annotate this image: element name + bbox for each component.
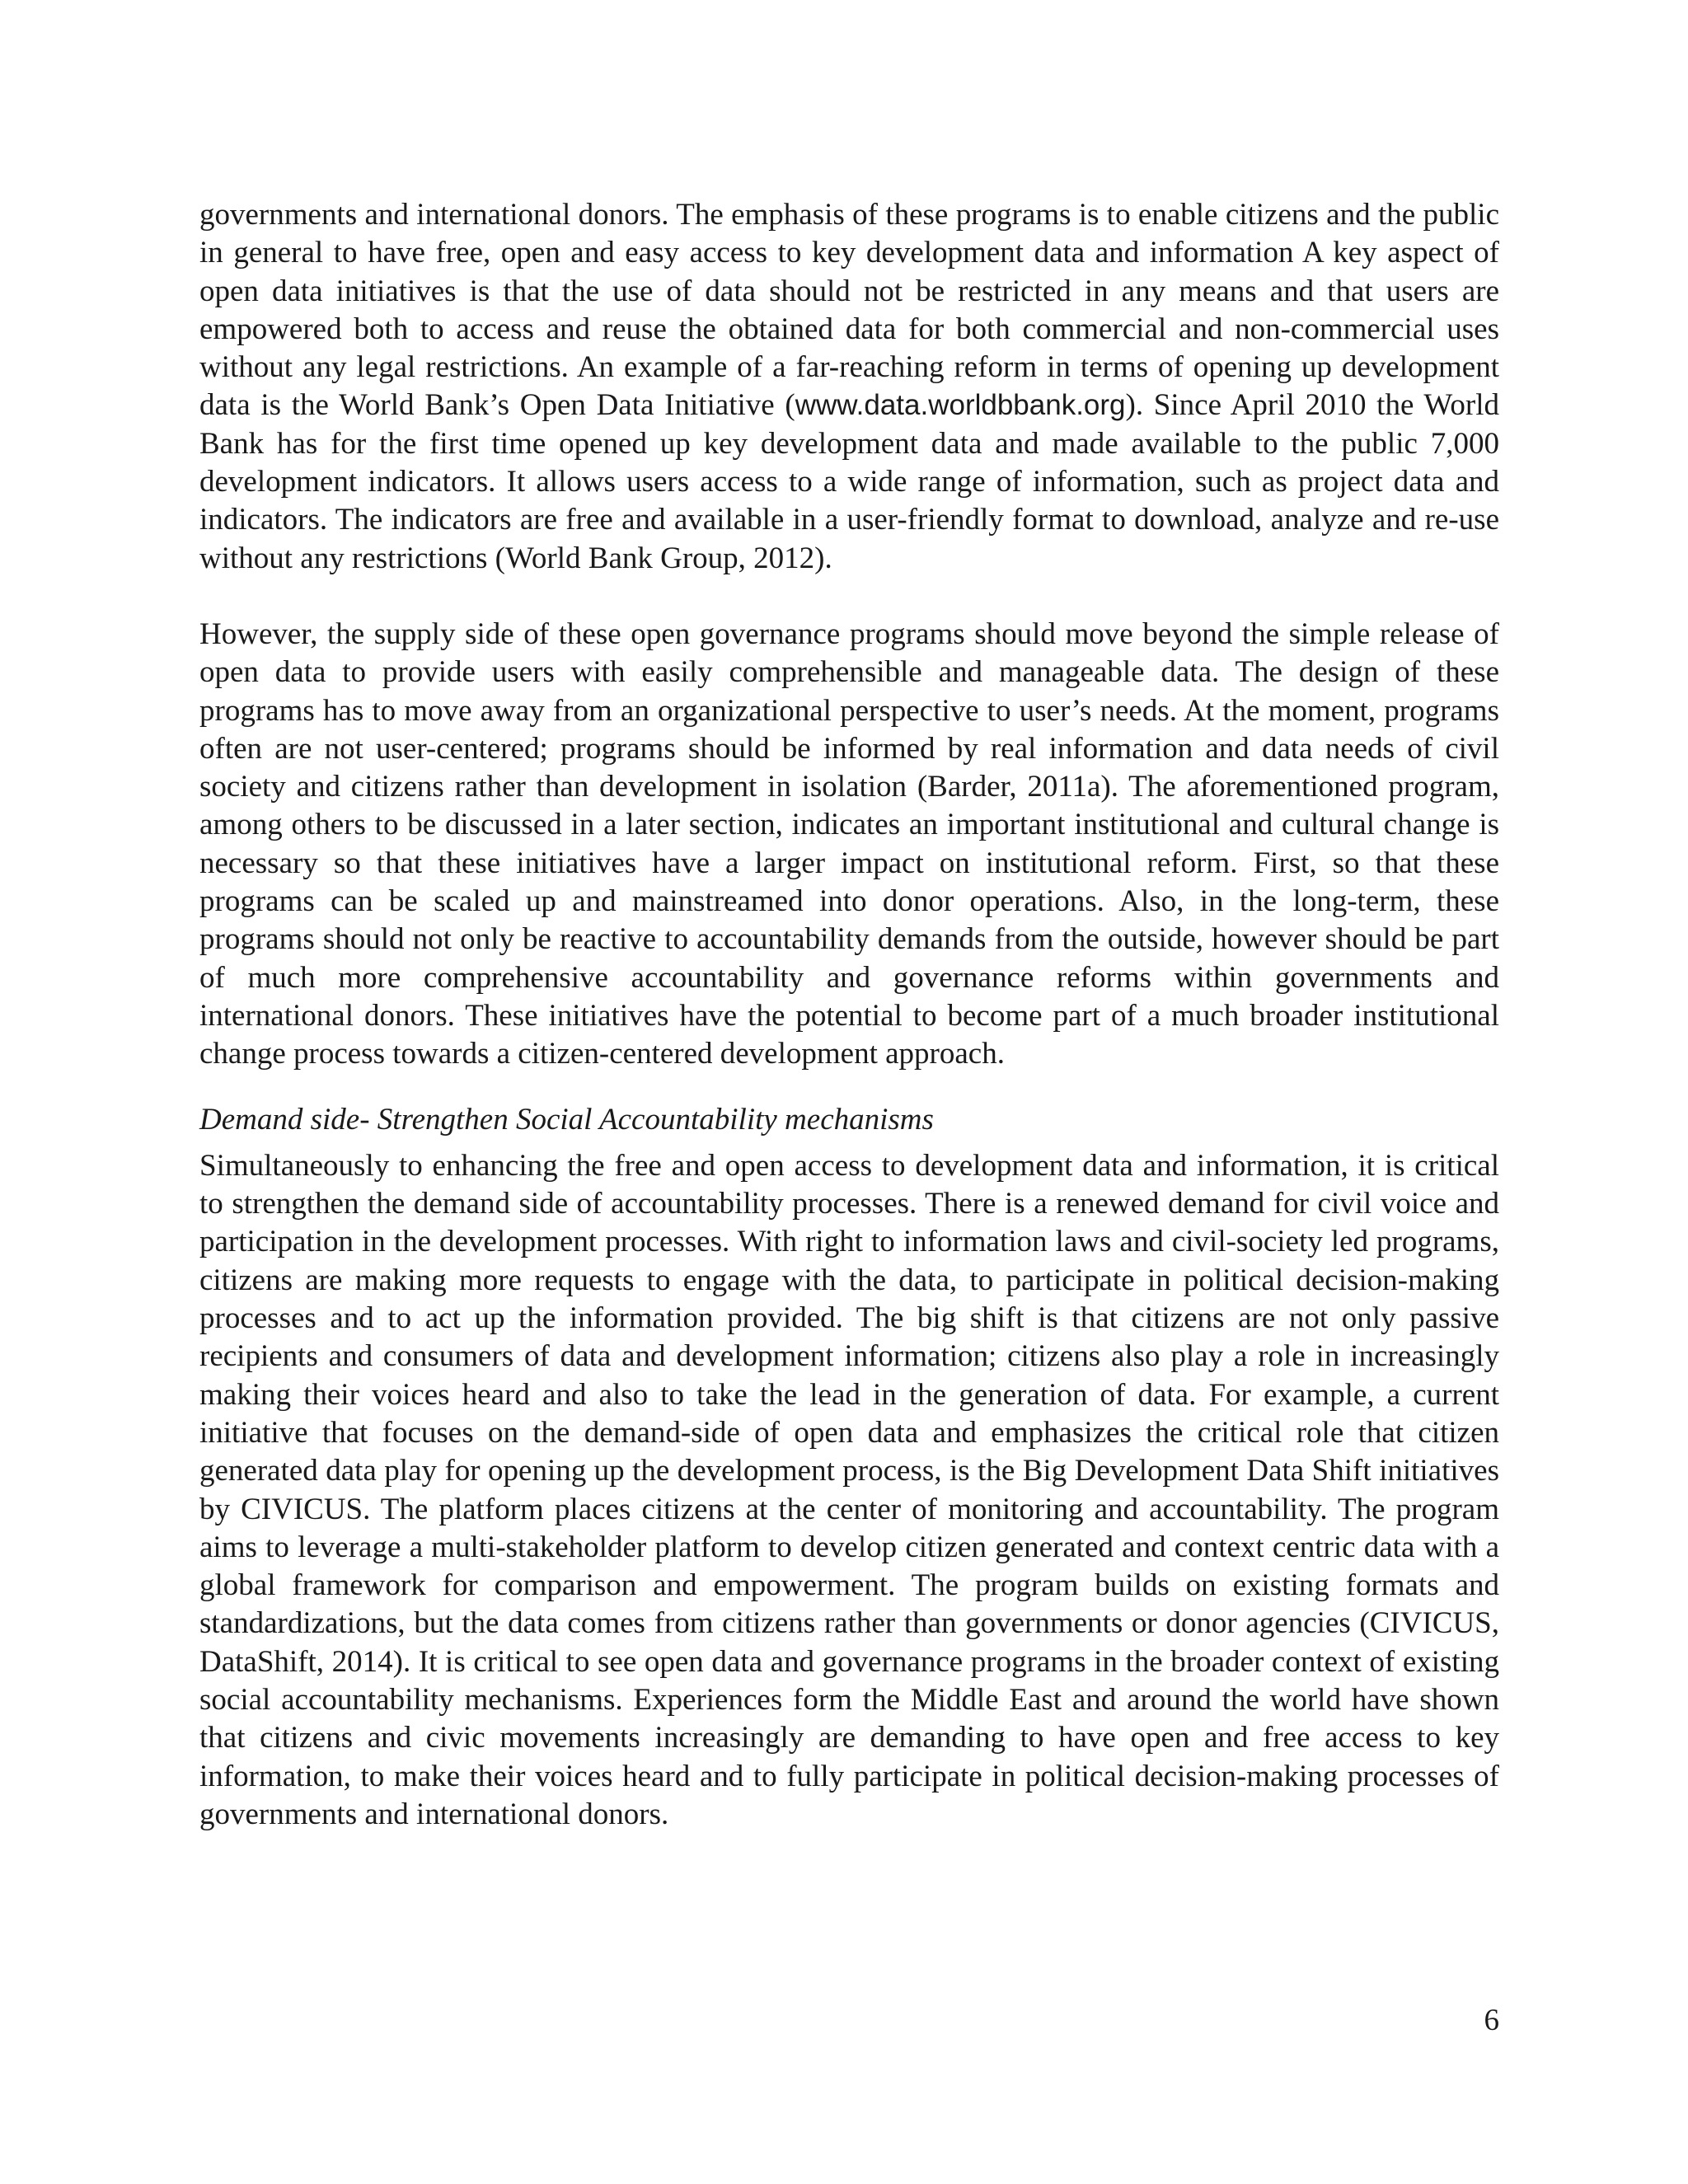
paragraph-supply-side: However, the supply side of these open governance programs should move beyond the simple release of open data to provide users with easily comprehensible and manageable data. The design of these programs has to move away from an organizational perspective to user’s needs. At the moment, programs often are not user-centered; programs should be informed by real information and data needs of civil society and citizens rather than development in isolation (Barder, 2011a). The aforementioned program, among others to be discussed in a later section, indicates an important institutional and cultural change is necessary so that these initiatives have a larger impact on institutional reform. First, so that these programs can be scaled up and mainstreamed into donor operations. Also, in the long-term, these programs should not only be reactive to accountability demands from the outside, however should be part of much more comprehensive accountability and governance reforms within governments and international donors. These initiatives have the potential to become part of a much broader institutional change process towards a citizen-centered development approach. xyxy=(199,616,1499,1071)
paragraph-text: ). Since April 2010 the World Bank has for the first time opened up key development data and made available to the public 7,000 development indicators. It allows users access to a wide range of information, such as project data and indicators. The indicators are free and available in a user-friendly format to download, analyze and re-use without any restrictions (World Bank Group, 2012). xyxy=(199,388,1499,575)
paragraph-open-data-initiative xyxy=(199,196,1499,578)
section-heading-demand-side: Demand side- Strengthen Social Accountability mechanisms xyxy=(199,1102,934,1137)
paragraph-text: governments and international donors. The emphasis of these programs is to enable citizens and the public in general to have free, open and easy access to key development data and information A key aspect of open data initiatives is that the use of data should not be restricted in any means and that users are empowered both to access and reuse the obtained data for both commercial and non-commercial uses without any legal restrictions. An example of a far-reaching reform in terms of opening up development data is the World Bank’s Open Data Initiative ( xyxy=(199,198,1499,423)
worldbank-url-link[interactable]: www.data.worldbbank.org xyxy=(795,389,1126,422)
document-body xyxy=(199,196,1499,1834)
page-number: 6 xyxy=(1484,2004,1499,2037)
paragraph-demand-side: Simultaneously to enhancing the free and open access to development data and information, it is critical to strengthen the demand side of accountability processes. There is a renewed demand for civil voice and participation in the development processes. With right to information laws and civil-society led programs, citizens are making more requests to engage with the data, to participate in political decision-making processes and to act up the information provided. The big shift is that citizens are not only passive recipients and consumers of data and development information; citizens also play a role in increasingly making their voices heard and also to take the lead in the generation of data. For example, a current initiative that focuses on the demand-side of open data and emphasizes the critical role that citizen generated data play for opening up the development process, is the Big Development Data Shift initiatives by CIVICUS. The platform places citizens at the center of monitoring and accountability. The program aims to leverage a multi-stakeholder platform to develop citizen generated and context centric data with a global framework for comparison and empowerment. The program builds on existing formats and standardizations, but the data comes from citizens rather than governments or donor agencies (CIVICUS, DataShift, 2014). It is critical to see open data and governance programs in the broader context of existing social accountability mechanisms. Experiences form the Middle East and around the world have shown that citizens and civic movements increasingly are demanding to have open and free access to key information, to make their voices heard and to fully participate in political decision-making processes of governments and international donors. xyxy=(199,1148,1499,1831)
